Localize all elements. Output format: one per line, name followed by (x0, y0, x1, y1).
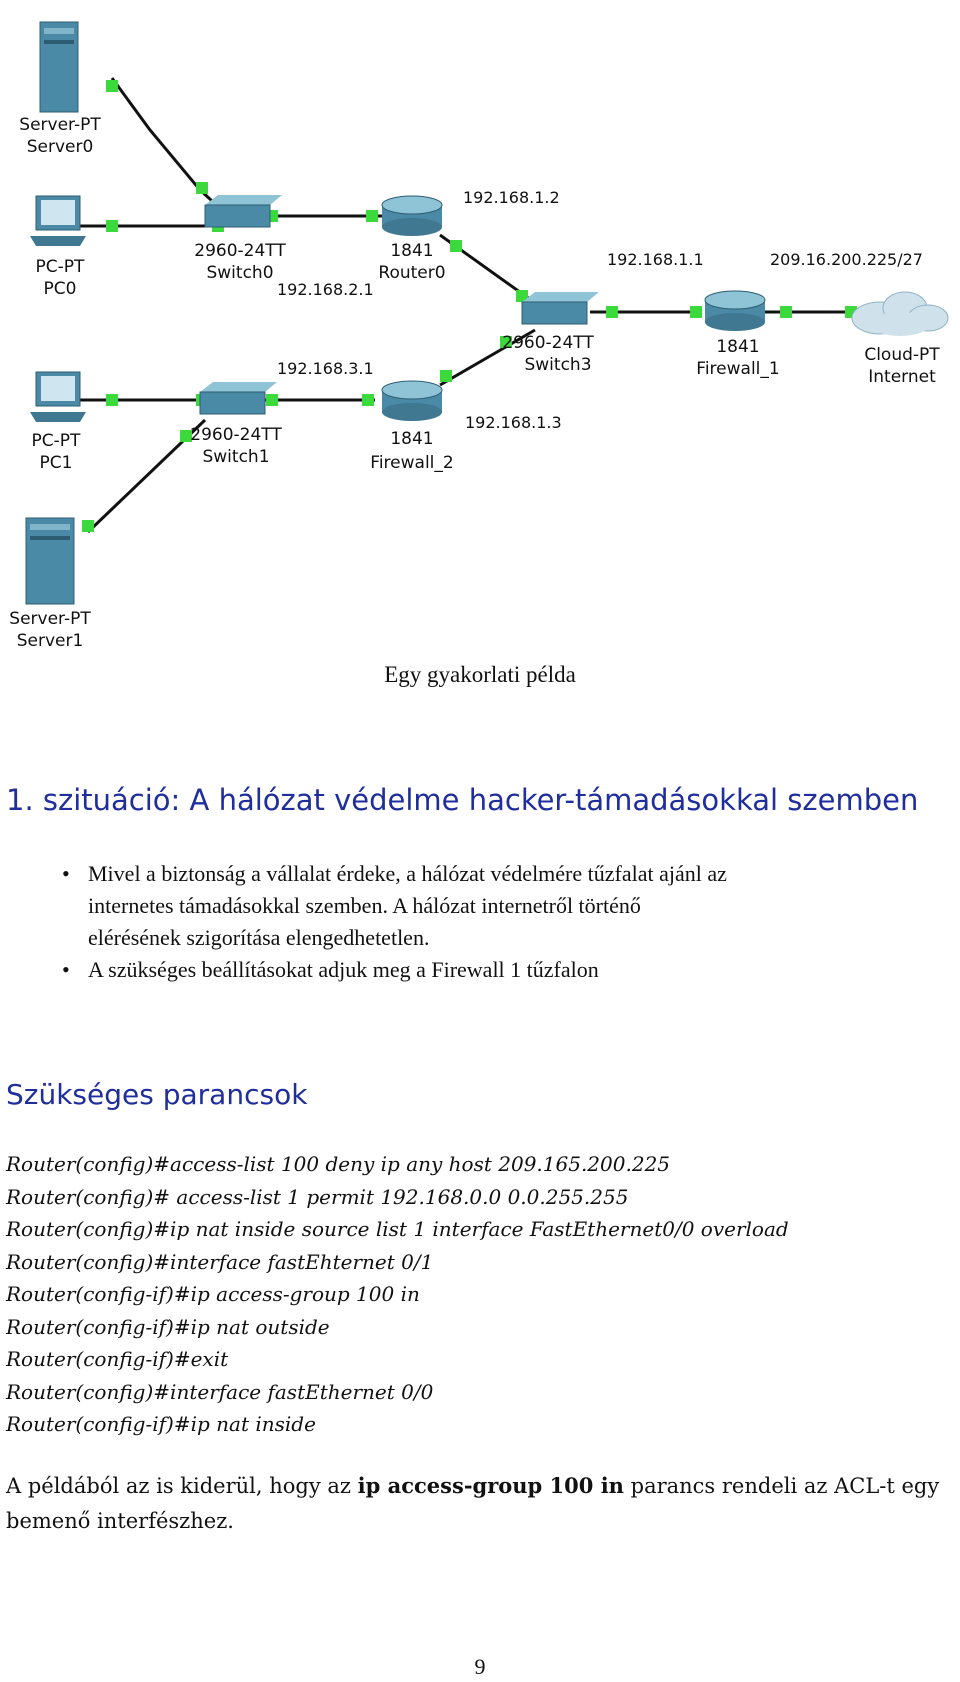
device-name-label: Firewall_2 (370, 453, 454, 473)
server-icon (40, 22, 78, 112)
device-type-label: Server-PT (19, 115, 101, 135)
ip-router0-up: 192.168.1.2 (463, 188, 560, 207)
switch-icon (205, 195, 282, 227)
ip-firewall2-up: 192.168.1.3 (465, 413, 562, 432)
bullet-icon: • (62, 861, 70, 886)
list-item-line: internetes támadásokkal szemben. A hálózat internetről történő (88, 893, 641, 918)
device-name-label: Switch1 (202, 447, 270, 467)
list-item-line: A szükséges beállításokat adjuk meg a Firewall 1 tűzfalon (88, 957, 599, 982)
device-name-label: PC0 (43, 279, 77, 299)
command-list (6, 1148, 789, 1441)
device-name-label: Firewall_1 (696, 359, 780, 379)
router0 (378, 196, 445, 283)
pc-icon (30, 196, 86, 246)
device-name-label: Router0 (378, 263, 446, 283)
router-icon (382, 381, 442, 421)
device-type-label: 2960-24TT (190, 425, 282, 445)
device-type-label: Cloud-PT (864, 345, 940, 365)
command-line: Router(config)#ip nat inside source list 1 interface FastEthernet0/0 overload (6, 1217, 789, 1241)
device-name-label: Server1 (16, 631, 84, 651)
list-item-line: elérésének szigorítása elengedhetetlen. (88, 925, 430, 950)
ip-firewall2-lan: 192.168.3.1 (277, 359, 374, 378)
device-type-label: 1841 (716, 337, 760, 357)
command-line: Router(config-if)#ip nat inside (6, 1412, 316, 1436)
bullet-list (62, 858, 942, 986)
firewall2 (370, 381, 453, 473)
device-name-label: Switch0 (206, 263, 274, 283)
conclusion-command: ip access-group 100 in (357, 1473, 624, 1498)
list-item (62, 858, 942, 954)
device-type-label: 1841 (390, 429, 434, 449)
device-name-label: Server0 (26, 137, 94, 157)
command-line: Router(config)# access-list 1 permit 192.168.0.0 0.0.255.255 (6, 1184, 629, 1209)
device-type-label: PC-PT (31, 431, 81, 451)
device-name-label: PC1 (39, 453, 73, 473)
server0 (19, 22, 101, 157)
switch-icon (522, 292, 599, 324)
command-line: Router(config-if)#ip access-group 100 in (6, 1282, 420, 1306)
pc0 (30, 196, 86, 299)
server-icon (26, 518, 74, 604)
cloud-icon (852, 292, 948, 336)
conclusion-paragraph (6, 1468, 946, 1539)
ip-firewall1-in: 192.168.1.1 (607, 250, 704, 269)
router-icon (705, 291, 765, 331)
ip-firewall1-out: 209.16.200.225/27 (770, 250, 923, 269)
bullet-icon: • (62, 957, 70, 982)
device-name-label: Switch3 (524, 355, 592, 375)
list-item-line: Mivel a biztonság a vállalat érdeke, a hálózat védelmére tűzfalat ajánl az (88, 861, 727, 886)
command-line: Router(config-if)#exit (6, 1347, 229, 1371)
pc-icon (30, 372, 86, 422)
command-line: Router(config)#interface fastEthernet 0/0 (6, 1379, 434, 1404)
firewall1 (696, 291, 779, 379)
pc1 (30, 372, 86, 473)
server1 (9, 518, 91, 651)
switch-icon (200, 382, 277, 414)
device-type-label: 2960-24TT (502, 333, 594, 353)
network-topology-diagram (0, 0, 960, 660)
router-icon (382, 196, 442, 236)
ip-router0-lan: 192.168.2.1 (277, 280, 374, 299)
device-type-label: Server-PT (9, 609, 91, 629)
conclusion-text-end: parancs rendeli az ACL-t egy bemenő interfészhez. (6, 1474, 940, 1533)
command-line: Router(config)#interface fastEhternet 0/1 (6, 1249, 434, 1274)
cloud-internet (852, 292, 948, 387)
list-item (62, 954, 942, 986)
section-heading-commands: Szükséges parancsok (6, 1078, 308, 1111)
conclusion-text: A példából az is kiderül, hogy az (6, 1474, 358, 1498)
section-heading-situation: 1. szituáció: A hálózat védelme hacker-támadásokkal szemben (6, 783, 919, 817)
command-line: Router(config-if)#ip nat outside (6, 1314, 330, 1339)
switch0 (194, 195, 286, 283)
switch3 (502, 292, 599, 375)
command-line: Router(config)#access-list 100 deny ip any host 209.165.200.225 (6, 1152, 671, 1176)
device-type-label: PC-PT (35, 257, 85, 277)
device-name-label: Internet (868, 367, 936, 387)
page-number: 9 (474, 1654, 486, 1679)
figure-caption: Egy gyakorlati példa (384, 662, 576, 687)
device-type-label: 1841 (390, 241, 434, 261)
device-type-label: 2960-24TT (194, 241, 286, 261)
